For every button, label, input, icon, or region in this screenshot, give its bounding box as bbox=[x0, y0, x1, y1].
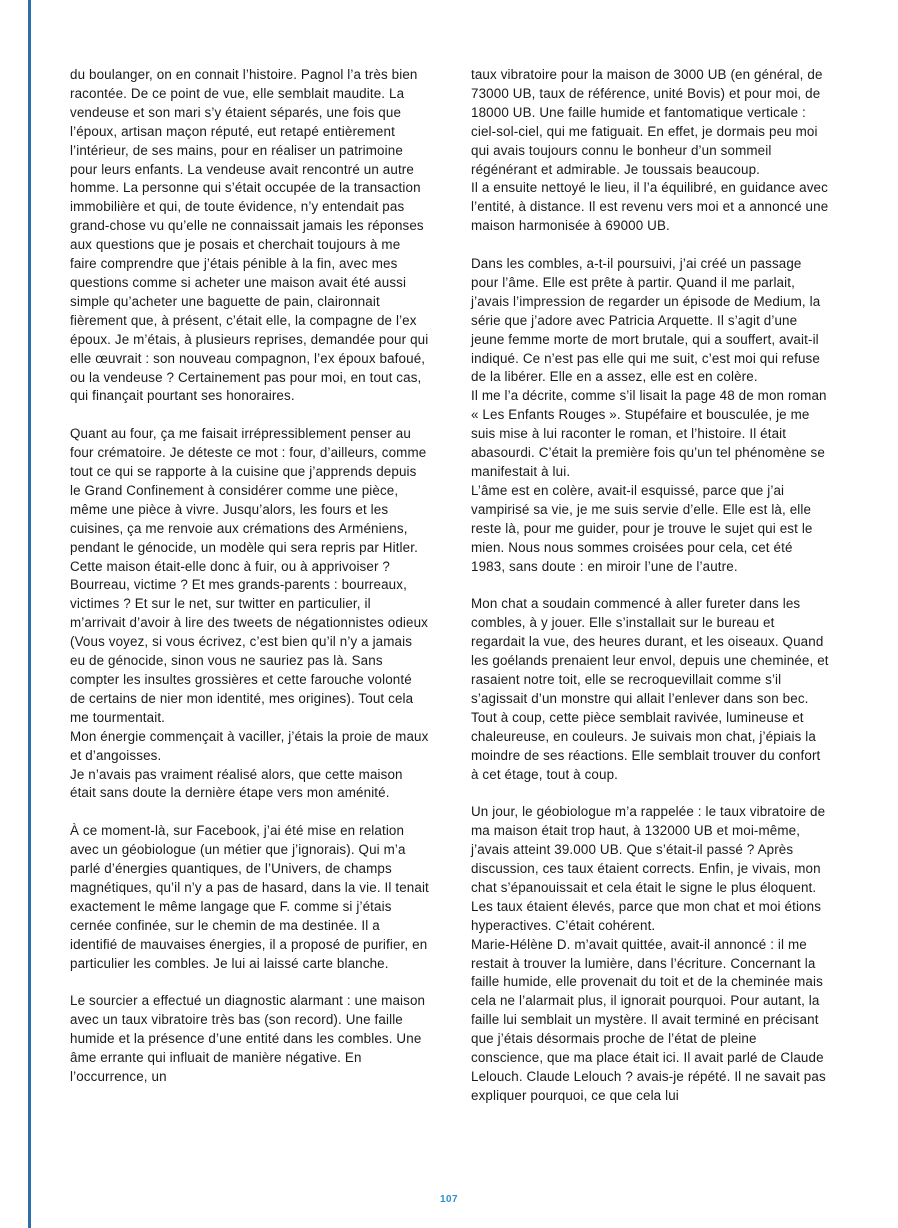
paragraph: Mon chat a soudain commencé à aller fureter dans les combles, à y jouer. Elle s’installait sur le bureau et regardait la vue, des heures durant, et les oiseaux. Quand les goélands prenaient leur envol, depuis une cheminée, et rasaient notre toit, elle se recroquevillait comme s’il s’agissait d’un monstre qui allait l’enlever dans son bec. Tout à coup, cette pièce semblait ravivée, lumineuse et chaleureuse, en couleurs. Je suivais mon chat, j’épiais la moindre de ses réactions. Elle semblait trouver du confort à cet étage, tout à coup. bbox=[471, 596, 829, 782]
paragraph: taux vibratoire pour la maison de 3000 UB (en général, de 73000 UB, taux de référence, unité Bovis) et pour moi, de 18000 UB. Une faille humide et fantomatique verticale : ciel-sol-ciel, qui me fatiguait. En effet, je dormais peu moi qui avais toujours connu le bonheur d’un sommeil régénérant et admirable. Je toussais beaucoup. bbox=[471, 67, 823, 177]
paragraph: Il a ensuite nettoyé le lieu, il l’a équilibré, en guidance avec l’entité, à distance. Il est revenu vers moi et a annoncé une maison harmonisée à 69000 UB. bbox=[471, 180, 829, 234]
paragraph: Le sourcier a effectué un diagnostic alarmant : une maison avec un taux vibratoire très bas (son record). Une faille humide et la présence d’une entité dans les combles. Une âme errante qui influait de manière négative. En l’occurrence, un bbox=[70, 993, 426, 1084]
paragraph: Bourreau, victime ? Et mes grands-parents : bourreaux, victimes ? Et sur le net, sur twitter en particulier, il m’arrivait d’avoir à lire des tweets de négationnistes odieux (Vous voyez, si vous écrivez, c’est bien qu’il n’y a jamais eu de génocide, sinon vous ne sauriez pas là. Sans compter les insultes grossières et cette farouche volonté de certains de nier mon identité, mes origines). Tout cela me tourmentait. bbox=[70, 577, 428, 725]
paragraph: Quant au four, ça me faisait irrépressiblement penser au four crématoire. Je déteste ce mot : four, d’ailleurs, comme tout ce qui se rapporte à la cuisine que j’apprends depuis le Grand Confinement à considérer comme une pièce, même une pièce à vivre. Jusqu’alors, les fours et les cuisines, ça me renvoie aux crémations des Arméniens, pendant le génocide, un modèle qui sera repris par Hitler. Cette maison était-elle donc à fuir, ou à apprivoiser ? bbox=[70, 426, 427, 574]
page-edge-rule bbox=[28, 0, 31, 1228]
left-column bbox=[70, 66, 429, 1176]
paragraph: Marie-Hélène D. m’avait quittée, avait-il annoncé : il me restait à trouver la lumière, dans l’écriture. Concernant la faille humide, elle provenait du toit et de la cheminée mais cela ne l’alarmait plus, il ignorait pourquoi. Pour autant, la faille lui semblait un mystère. Il avait terminé en précisant que j’étais désormais proche de l’état de pleine conscience, que ma place était ici. Il avait parlé de Claude Lelouch. Claude Lelouch ? avais-je répété. Il ne savait pas expliquer pourquoi, ce que cela lui bbox=[471, 936, 826, 1103]
text-columns bbox=[70, 66, 830, 1176]
paragraph: L’âme est en colère, avait-il esquissé, parce que j’ai vampirisé sa vie, je me suis servie d’elle. Elle est là, elle reste là, pour me guider, pour je trouve le sujet qui est le mien. Nous nous sommes croisées pour cela, cet été 1983, sans doute : en miroir l’une de l’autre. bbox=[471, 482, 813, 574]
page-number: 107 bbox=[440, 1194, 458, 1205]
paragraph: Un jour, le géobiologue m’a rappelée : le taux vibratoire de ma maison était trop haut, à 132000 UB et moi-même, j’avais atteint 39.000 UB. Que s’était-il passé ? Après discussion, ces taux étaient corrects. Enfin, je vivais, mon chat s’épanouissait et cela était le signe le plus éloquent. Les taux étaient élevés, parce que mon chat et moi étions hyperactives. C’était cohérent. bbox=[471, 804, 826, 933]
paragraph: À ce moment-là, sur Facebook, j’ai été mise en relation avec un géobiologue (un métier que j’ignorais). Qui m’a parlé d’énergies quantiques, de l’Univers, de champs magnétiques, qu’il n’y a pas de hasard, dans la vie. Il tenait exactement le même langage que F. comme si j’étais cernée confinée, sur le chemin de ma destinée. Il a identifié de mauvaises énergies, il a proposé de purifier, en particulier les combles. Je lui ai laissé carte blanche. bbox=[70, 823, 429, 971]
paragraph: Il me l’a décrite, comme s’il lisait la page 48 de mon roman « Les Enfants Rouges ». Stupéfaire et bousculée, je me suis mise à lui raconter le roman, et l’histoire. Il était abasourdi. C’était la première fois qu’un tel phénomène se manifestait à lui. bbox=[471, 388, 827, 480]
paragraph: Dans les combles, a-t-il poursuivi, j’ai créé un passage pour l’âme. Elle est prête à partir. Quand il me parlait, j’avais l’impression de regarder un épisode de Medium, la série que j’adore avec Patricia Arquette. Il s’agit d’une jeune femme morte de mort brutale, qui a souffert, avait-il indiqué. Ce n’est pas elle qui me suit, c’est moi qui refuse de la libérer. Elle en a assez, elle est en colère. bbox=[471, 256, 821, 385]
paragraph: Mon énergie commençait à vaciller, j’étais la proie de maux et d’angoisses. bbox=[70, 728, 429, 763]
paragraph: du boulanger, on en connait l’histoire. Pagnol l’a très bien racontée. De ce point de vue, elle semblait maudite. La vendeuse et son mari s’y étaient séparés, une fois que l’époux, artisan maçon réputé, eut retapé entièrement l’intérieur, de ses mains, pour en réaliser un patrimoine pour leurs enfants. La vendeuse avait rencontré un autre homme. La personne qui s’était occupée de la transaction immobilière et qui, de toute évidence, n’y entendait pas grand-chose vu qu’elle ne connaissait jamais les réponses aux questions que je posais et cherchait toujours à me faire comprendre que j’étais pénible à la fin, avec mes questions comme si acheter une maison avait été aussi simple qu’acheter une baguette de pain, claironnait fièrement que, à présent, c’était elle, la compagne de l’ex époux. Je m’étais, à plusieurs reprises, demandée pour qui elle œuvrait : son nouveau compagnon, l’ex époux bafoué, ou la vendeuse ? Certainement pas pour moi, en tout cas, qui finançait pourtant ses honoraires. bbox=[70, 67, 429, 404]
paragraph: Je n’avais pas vraiment réalisé alors, que cette maison était sans doute la dernière étape vers mon aménité. bbox=[70, 766, 403, 801]
right-column bbox=[471, 66, 830, 1176]
